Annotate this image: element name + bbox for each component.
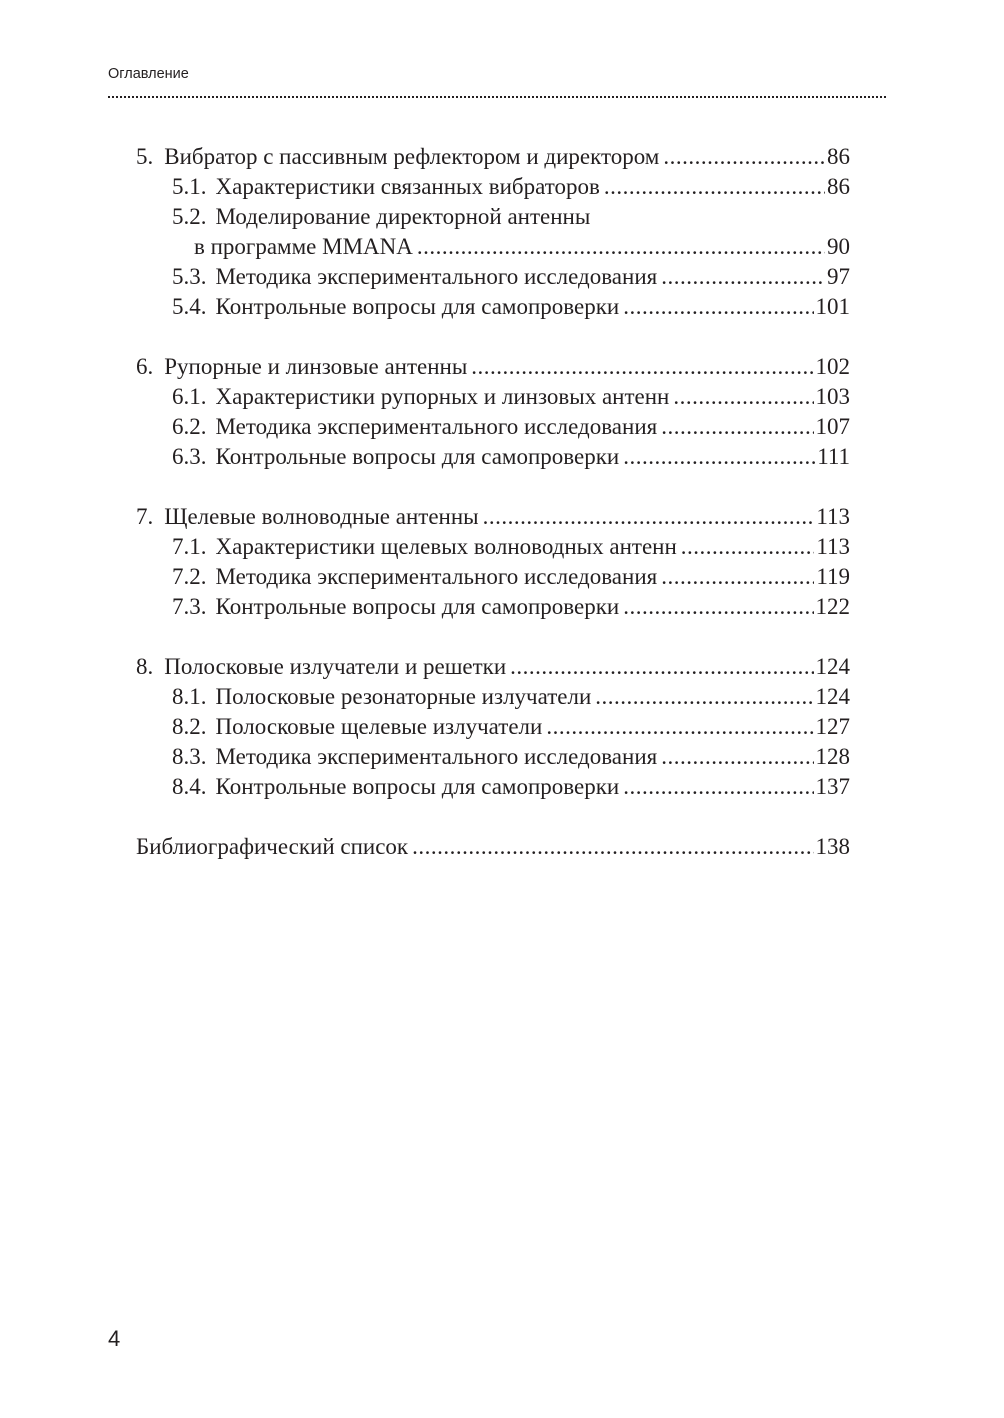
- toc-entry-title: Полосковые резонаторные излучатели: [215, 684, 592, 709]
- toc-entry-title: Библиографический список: [136, 834, 409, 859]
- toc-entry-6-3[interactable]: [136, 442, 850, 472]
- toc-entry-page: 124: [815, 654, 850, 679]
- dot-leader: [471, 352, 813, 382]
- dot-leader: [604, 172, 825, 202]
- toc-entry-number: 5.3.: [172, 264, 207, 289]
- toc-entry-page: 102: [815, 354, 850, 379]
- dot-leader: [623, 772, 813, 802]
- dot-leader: [623, 292, 813, 322]
- toc-entry-page: 137: [815, 774, 850, 799]
- toc-entry-page: 111: [817, 444, 850, 469]
- toc-entry-number: 8.4.: [172, 774, 207, 799]
- toc-entry-number: 8.2.: [172, 714, 207, 739]
- toc-entry-title: Щелевые волноводные антенны: [164, 504, 479, 529]
- toc-entry-number: 6.2.: [172, 414, 207, 439]
- dot-leader: [681, 532, 815, 562]
- toc-entry-number: 5.1.: [172, 174, 207, 199]
- toc-entry-number: 6.: [136, 354, 154, 379]
- toc-entry-page: 90: [827, 234, 850, 259]
- toc-entry-number: 8.: [136, 654, 154, 679]
- toc-entry-number: 8.1.: [172, 684, 207, 709]
- toc-entry-title: Контрольные вопросы для самопроверки: [215, 774, 620, 799]
- table-of-contents: [136, 142, 850, 862]
- toc-entry-number: 7.1.: [172, 534, 207, 559]
- toc-entry-5-4[interactable]: [136, 292, 850, 322]
- toc-entry-number: 8.3.: [172, 744, 207, 769]
- toc-entry-7-1[interactable]: [136, 532, 850, 562]
- toc-entry-title: Методика экспериментального исследования: [215, 414, 658, 439]
- toc-entry-page: 113: [816, 504, 850, 529]
- toc-entry-title: Вибратор с пассивным рефлектором и директором: [164, 144, 660, 169]
- toc-entry-title: Контрольные вопросы для самопроверки: [215, 594, 620, 619]
- running-title: Оглавление: [108, 66, 189, 82]
- toc-entry-page: 124: [815, 684, 850, 709]
- toc-entry-page: 107: [815, 414, 850, 439]
- toc-entry-page: 97: [827, 264, 850, 289]
- toc-entry-title: Методика экспериментального исследования: [215, 564, 658, 589]
- toc-entry-5-3[interactable]: [136, 262, 850, 292]
- dot-leader: [623, 592, 813, 622]
- toc-entry-5-2-continued[interactable]: [136, 232, 850, 262]
- toc-entry-page: 113: [816, 534, 850, 559]
- toc-entry-6-2[interactable]: [136, 412, 850, 442]
- toc-entry-title: Характеристики рупорных и линзовых антенн: [215, 384, 670, 409]
- toc-entry-page: 128: [815, 744, 850, 769]
- toc-entry-page: 86: [827, 174, 850, 199]
- dot-leader: [412, 832, 813, 862]
- toc-entry-number: 5.2.: [172, 204, 207, 229]
- dot-leader: [663, 142, 825, 172]
- toc-entry-title: Характеристики связанных вибраторов: [215, 174, 600, 199]
- toc-entry-chapter-7[interactable]: [136, 502, 850, 532]
- toc-entry-number: 6.3.: [172, 444, 207, 469]
- toc-entry-chapter-5[interactable]: [136, 142, 850, 172]
- toc-entry-8-3[interactable]: [136, 742, 850, 772]
- toc-entry-title: Контрольные вопросы для самопроверки: [215, 444, 620, 469]
- toc-entry-page: 122: [815, 594, 850, 619]
- toc-entry-8-1[interactable]: [136, 682, 850, 712]
- page-number: 4: [108, 1326, 121, 1351]
- toc-entry-8-4[interactable]: [136, 772, 850, 802]
- toc-entry-page: 119: [816, 564, 850, 589]
- toc-entry-page: 101: [815, 294, 850, 319]
- toc-entry-number: 6.1.: [172, 384, 207, 409]
- dot-leader: [661, 412, 813, 442]
- toc-entry-number: 5.: [136, 144, 154, 169]
- toc-entry-title: Рупорные и линзовые антенны: [164, 354, 468, 379]
- dot-leader: [661, 742, 813, 772]
- toc-entry-chapter-6[interactable]: [136, 352, 850, 382]
- toc-entry-7-2[interactable]: [136, 562, 850, 592]
- toc-entry-title-continued: в программе MMANA: [194, 234, 413, 259]
- toc-entry-number: 7.: [136, 504, 154, 529]
- toc-entry-5-1[interactable]: [136, 172, 850, 202]
- toc-entry-title: Характеристики щелевых волноводных антенн: [215, 534, 677, 559]
- dot-leader: [510, 652, 813, 682]
- toc-entry-title: Полосковые щелевые излучатели: [215, 714, 543, 739]
- toc-entry-title: Методика экспериментального исследования: [215, 744, 658, 769]
- dot-leader: [661, 262, 825, 292]
- toc-entry-title: Методика экспериментального исследования: [215, 264, 658, 289]
- toc-entry-number: 5.4.: [172, 294, 207, 319]
- dot-leader: [546, 712, 813, 742]
- toc-entry-title: Полосковые излучатели и решетки: [164, 654, 507, 679]
- dot-leader: [661, 562, 814, 592]
- dot-leader: [623, 442, 815, 472]
- toc-entry-page: 103: [815, 384, 850, 409]
- toc-entry-6-1[interactable]: [136, 382, 850, 412]
- toc-entry-chapter-8[interactable]: [136, 652, 850, 682]
- toc-entry-bibliography[interactable]: [136, 832, 850, 862]
- toc-entry-page: 138: [815, 834, 850, 859]
- toc-entry-7-3[interactable]: [136, 592, 850, 622]
- dot-leader: [595, 682, 813, 712]
- toc-entry-title: Контрольные вопросы для самопроверки: [215, 294, 620, 319]
- dot-leader: [673, 382, 813, 412]
- toc-entry-5-2[interactable]: [136, 202, 850, 232]
- dot-leader: [417, 232, 825, 262]
- toc-entry-page: 127: [815, 714, 850, 739]
- toc-entry-number: 7.2.: [172, 564, 207, 589]
- dot-leader: [483, 502, 815, 532]
- toc-entry-number: 7.3.: [172, 594, 207, 619]
- toc-entry-page: 86: [827, 144, 850, 169]
- toc-entry-title: Моделирование директорной антенны: [215, 204, 591, 229]
- toc-entry-8-2[interactable]: [136, 712, 850, 742]
- header-dotted-rule: [108, 96, 886, 98]
